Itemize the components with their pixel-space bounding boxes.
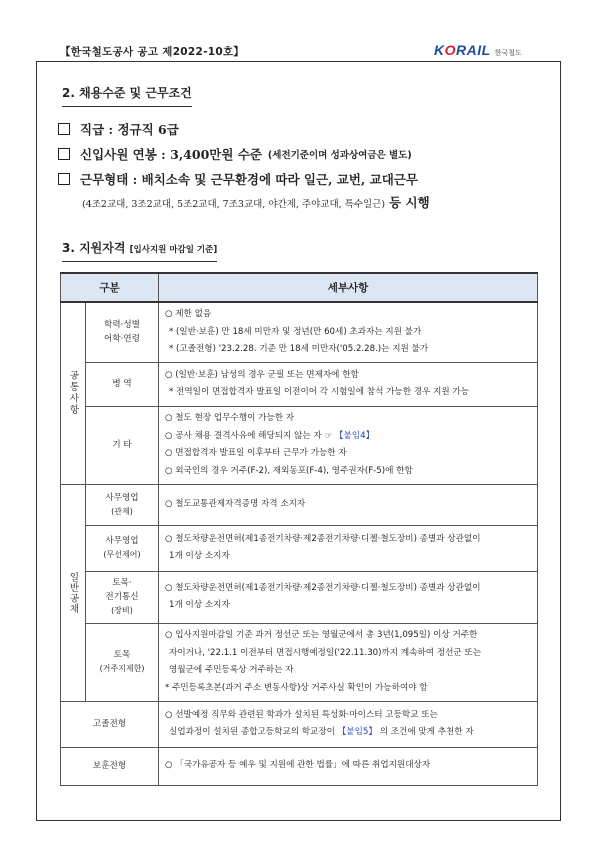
detail-line: * (일반·보훈) 만 18세 미만자 및 정년(만 60세) 초과자는 지원 불가 [169, 326, 422, 337]
condition-salary [58, 145, 412, 163]
detail-line: ○ 외국인의 경우 거주(F-2), 재외동포(F-4), 영주권자(F-5)에 한함 [165, 465, 413, 476]
table-row [61, 362, 538, 406]
header-detail: 세부사항 [159, 273, 538, 302]
label-line: 전기통신 [105, 592, 139, 602]
section2-title: 2. 채용수준 및 근무조건 [62, 84, 192, 107]
detail-line: ○ 철도교통관제자격증명 자격 소지자 [165, 498, 306, 509]
detail-etc [159, 406, 538, 484]
detail-line: ○ 면접합격자 발표일 이후부터 근무가 가능한 자 [165, 448, 347, 458]
detail-line: ○ (일반·보훈) 남성의 경우 군필 또는 면제자에 한함 [165, 369, 359, 380]
group-general-label: 일반공채 [67, 571, 79, 614]
table-row [61, 525, 538, 571]
table-row [61, 623, 538, 701]
detail-line: ○ 제한 없음 [165, 309, 212, 319]
condition-label: 근무형태 : 배치소속 및 근무환경에 따라 일근, 교번, 교대근무 [80, 172, 418, 187]
detail-civil-residence [159, 623, 538, 701]
row-label-high-school: 고졸전형 [61, 701, 159, 747]
checkbox-icon [58, 148, 70, 160]
label-line: (장비) [111, 606, 133, 615]
attachment-ref: 【붙임5】 [337, 727, 377, 737]
shift-tail: 등 시행 [389, 195, 430, 210]
table-header-row [61, 273, 538, 302]
section3-title [62, 239, 217, 262]
korail-logo [434, 42, 522, 58]
detail-text: ○ 공사 채용 결격사유에 해당되지 않는 자 ☞ [165, 430, 333, 441]
section3-note: [입사지원 마감일 기준] [129, 245, 218, 255]
label-line: 토목 [113, 650, 131, 660]
condition-note: (세전기준이며 성과상여금은 별도) [267, 150, 412, 161]
detail-civil-telecom [159, 571, 538, 623]
condition-label: 신입사원 연봉 : 3,400만원 수준 [80, 147, 262, 162]
detail-line: 자이거나, '22.1.1 이전부터 면접시행예정일('22.11.30)까지 계속하여 정선군 또는 [169, 647, 482, 658]
group-common-label: 공통사항 [67, 370, 79, 417]
detail-line: 1개 이상 소지자 [169, 600, 230, 610]
detail-line: ○ 선발예정 직무와 관련된 학과가 설치된 특성화·마이스터 고등학교 또는 [165, 709, 438, 720]
detail-line: 영월군에 주민등록상 거주하는 자 [169, 665, 294, 675]
label-line: (관제) [111, 506, 133, 516]
detail-line: 1개 이상 소지자 [169, 551, 230, 561]
header-category: 구분 [61, 273, 159, 302]
detail-text: 실업과정이 설치된 종합고등학교의 학교장이 [169, 727, 335, 737]
attachment-ref: 【붙임4】 [334, 430, 375, 441]
label-line: (거주지제한) [99, 664, 145, 673]
detail-line: ○ 철도 현장 업무수행이 가능한 자 [165, 413, 295, 423]
label-line: 사무영업 [105, 492, 139, 503]
detail-line: ○ 철도차량운전면허(제1종전기차량·제2종전기차량·디젤·철도장비) 종별과 상관없이 [165, 582, 481, 593]
detail-military [159, 362, 538, 406]
checkbox-icon [58, 173, 70, 185]
announcement-title: 【한국철도공사 공고 제2022-10호】 [60, 46, 245, 58]
detail-academic [159, 302, 538, 362]
logo-sub: 한국철도 [494, 49, 522, 57]
detail-line: ○ 철도차량운전면허(제1종전기차량·제2종전기차량·디젤·철도장비) 종별과 상관없이 [165, 533, 481, 544]
table-row [61, 571, 538, 623]
detail-line: ○ 입사지원마감일 기준 과거 정선군 또는 영월군에서 총 3년(1,095일) 이상 거주한 [165, 630, 478, 640]
label-line: 학력·성별 [104, 320, 140, 331]
detail-line: * (고졸전형) '23.2.28. 기준 만 18세 미만자('05.2.28.)는 지원 불가 [169, 344, 429, 354]
table-row [61, 406, 538, 484]
condition-grade [58, 120, 179, 138]
detail-line: * 전역일이 면접합격자 발표일 이전이어 각 시험일에 참석 가능한 경우 지원 가능 [169, 387, 470, 397]
detail-office-wireless [159, 525, 538, 571]
row-label-veterans: 보훈전형 [61, 747, 159, 785]
detail-line: * 주민등록초본(과거 주소 변동사항)상 거주사실 확인이 가능하여야 함 [165, 682, 428, 693]
label-line: 사무영업 [105, 536, 139, 546]
section3-title-text: 3. 지원자격 [62, 241, 126, 255]
qualification-table [60, 272, 538, 786]
detail-line: ○ 「국가유공자 등 예우 및 지원에 관한 법률」에 따른 취업지원대상자 [165, 760, 431, 771]
shift-list: (4조2교대, 3조2교대, 5조2교대, 7조3교대, 야간제, 주야교대, 특수일근) [82, 199, 386, 210]
row-label-office-wireless [86, 525, 159, 571]
group-common [61, 302, 86, 484]
condition-label: 직급 : 정규직 6급 [80, 122, 179, 137]
label-line: (무선제어) [103, 550, 141, 559]
detail-office-control [159, 484, 538, 525]
logo-mark: KORAIL [434, 42, 491, 58]
label-line: 어학·연령 [104, 334, 140, 345]
row-label-office-control [86, 484, 159, 525]
group-general [61, 484, 86, 701]
row-label-etc: 기 타 [86, 406, 159, 484]
table-row [61, 484, 538, 525]
shift-detail [82, 193, 430, 211]
table-row [61, 302, 538, 362]
row-label-military: 병 역 [86, 362, 159, 406]
row-label-civil-telecom [86, 571, 159, 623]
detail-line [165, 724, 533, 742]
condition-worktype [58, 170, 418, 188]
checkbox-icon [58, 123, 70, 135]
label-line: 토목· [112, 578, 132, 588]
detail-high-school [159, 701, 538, 747]
table-row [61, 701, 538, 747]
table-row [61, 747, 538, 785]
row-label-civil-residence [86, 623, 159, 701]
detail-veterans [159, 747, 538, 785]
detail-text: 의 조건에 맞게 추천한 자 [379, 727, 474, 737]
row-label-academic [86, 302, 159, 362]
detail-line [165, 428, 533, 446]
